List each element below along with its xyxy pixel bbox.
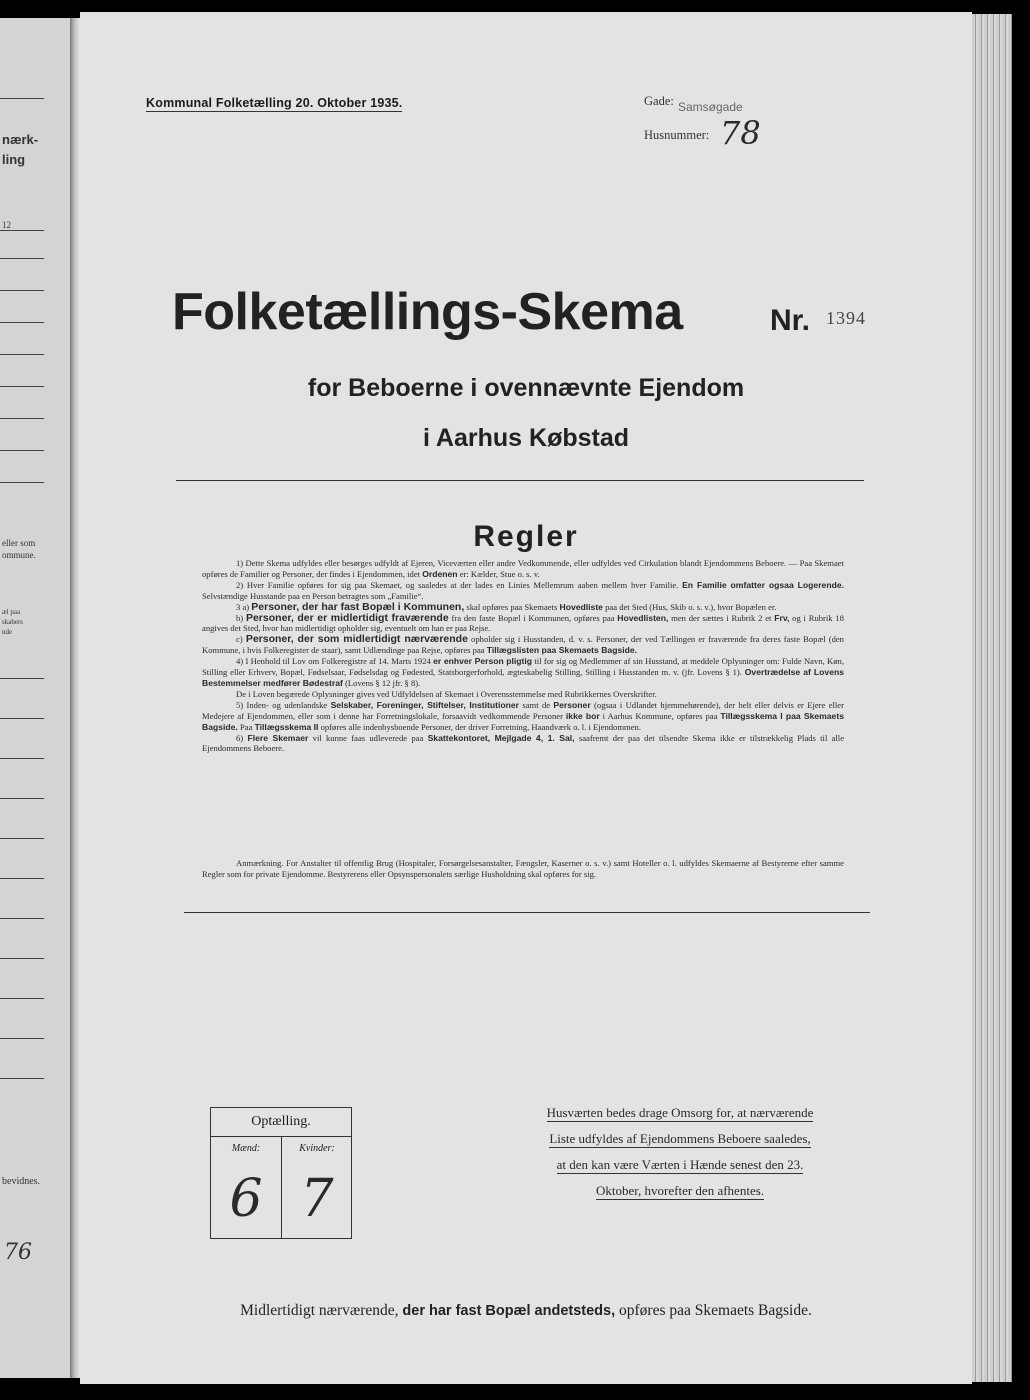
landlord-line: Oktober, hvorefter den afhentes.	[595, 1183, 765, 1198]
women-label: Kvinder:	[299, 1143, 335, 1154]
left-page-fragment	[0, 18, 70, 1378]
left-rule	[0, 758, 44, 759]
left-rule	[0, 1078, 44, 1079]
street-value: Samsøgade	[678, 100, 743, 114]
rule-2: 2) Hver Familie opføres for sig paa Skemaet, og saaledes at der lades en Linies Mellemrum aaben mellem hver Familie. En Familie omfatter ogsaa Logerende. Selvstændige Husstande paa en Person betragtes som „Familie“.	[202, 579, 844, 601]
rules-heading: Regler	[473, 520, 579, 553]
page-edges	[972, 14, 1012, 1382]
left-rule	[0, 230, 44, 231]
divider	[176, 480, 864, 481]
women-column	[281, 1137, 352, 1238]
landlord-instructions	[512, 1105, 848, 1209]
left-rule	[0, 998, 44, 999]
left-fragment: nærk-	[2, 132, 39, 147]
left-fragment: skabers	[2, 618, 23, 626]
left-fragment: æl paa	[2, 608, 21, 616]
book-spine	[70, 18, 80, 1378]
remark-text: For Anstalter til offentlig Brug (Hospitaler, Forsørgelsesanstalter, Fængsler, Kaserner o. s. v.) samt Hoteller o. l. udfyldes Skemaerne af Bestyrerne efter samme Regler som for private Ejendomme. Bestyrerens eller Opsynspersonalets særlige Husholdning skal opføres for sig.	[202, 858, 844, 879]
left-fragment: ommune.	[2, 550, 36, 560]
form-subtitle-city: i Aarhus Købstad	[422, 424, 630, 452]
left-fragment: 12	[2, 220, 11, 230]
count-heading: Optælling.	[211, 1108, 351, 1137]
form-number-label: Nr.	[770, 304, 811, 337]
census-form-page	[80, 12, 972, 1384]
men-count: 6	[229, 1169, 263, 1229]
rule-3c: c) Personer, der som midlertidigt nærværende opholder sig i Husstanden, d. v. s. Personer, der ved Tællingen er fraværende fra deres faste Bopæl (den Kommune, i hvis Folkeregister de staar), samt Udlændinge paa Rejse, opføres paa Tillægslisten paa Skemaets Bagside.	[202, 633, 844, 656]
left-rule	[0, 1038, 44, 1039]
left-rule	[0, 958, 44, 959]
rules-text	[202, 558, 844, 754]
left-rule	[0, 354, 44, 355]
house-number-value: 78	[720, 114, 761, 152]
divider	[184, 912, 870, 913]
street-label: Gade:	[644, 94, 674, 108]
rule-1: 1) Dette Skema udfyldes eller besørges udfyldt af Ejeren, Viceværten eller andre Vedkommende, eller udfyldes ved Cirkulation blandt Ejendommens Beboere. — Paa Skemaet opføres de Familier og Personer, der findes i Ejendommen, idet Ordenen er: Kælder, Stue o. s. v.	[202, 558, 844, 579]
left-fragment: bevidnes.	[2, 1176, 41, 1187]
left-rule	[0, 418, 44, 419]
left-rule	[0, 450, 44, 451]
left-rule	[0, 258, 44, 259]
form-title: Folketællings-Skema	[172, 283, 683, 341]
count-box	[210, 1107, 352, 1239]
form-number-value: 1394	[826, 308, 866, 328]
left-fragment: eller som	[2, 538, 36, 548]
left-rule	[0, 798, 44, 799]
census-header: Kommunal Folketælling 20. Oktober 1935.	[146, 96, 403, 110]
left-rule	[0, 918, 44, 919]
left-rule	[0, 322, 44, 323]
men-label: Mænd:	[231, 1143, 261, 1154]
left-rule	[0, 838, 44, 839]
left-rule	[0, 290, 44, 291]
rule-4: 4) I Henhold til Lov om Folkeregistre af 14. Marts 1924 er enhver Person pligtig til for sig og Medlemmer af sin Husstand, at meddele Oplysninger om: Fulde Navn, Køn, Stilling eller Erhverv, Bopæl, Fødselsaar, Fødselsdag og Fødested, Statsborgerforhold, ægteskabelig Stilling, Stilling i Husstanden m. v. (jfr. Lovens § 1). Overtrædelse af Lovens Bestemmelser medfører Bødestraf (Lovens § 12 jfr. § 8).	[202, 656, 844, 688]
house-number-label: Husnummer:	[644, 128, 710, 142]
men-column	[211, 1137, 281, 1238]
left-rule	[0, 678, 44, 679]
left-fragment: nde	[2, 628, 13, 636]
rule-3a: 3 a) Personer, der har fast Bopæl i Kommunen, skal opføres paa Skemaets Hovedliste paa det Sted (Hus, Skib o. s. v.), hvor Bopælen er.	[236, 600, 777, 613]
women-count: 7	[300, 1169, 334, 1229]
remark-label: Anmærkning.	[236, 858, 284, 868]
landlord-line: Husværten bedes drage Omsorg for, at nærværende	[546, 1105, 814, 1120]
left-rule	[0, 386, 44, 387]
left-rule	[0, 718, 44, 719]
landlord-line: Liste udfyldes af Ejendommens Beboere saaledes,	[549, 1131, 811, 1146]
landlord-line: at den kan være Værten i Hænde senest den 23.	[556, 1157, 804, 1172]
rule-5: 5) Inden- og udenlandske Selskaber, Foreninger, Stiftelser, Institutioner samt de Personer (ogsaa i Udlandet hjemmehørende), der helt eller delvis er Ejere eller Medejere af Ejendommen, eller som i denne har Forretningslokale, forsaavidt vedkommende Personer ikke bor i Aarhus Kommune, opføres paa Tillægsskema I paa Skemaets Bagside. Paa Tillægsskema II opføres alle indenbysboende Personer, der driver Forretning, Haandværk o. l. i Ejendommen.	[202, 699, 844, 732]
left-handwriting: 76	[4, 1240, 32, 1265]
left-fragment: ling	[2, 152, 26, 167]
left-rule	[0, 98, 44, 99]
left-rule	[0, 482, 44, 483]
remark	[202, 858, 844, 880]
rule-6: 6) Flere Skemaer vil kunne faas udleverede paa Skattekontoret, Mejlgade 4, 1. Sal, saafremt der paa det tilsendte Skema ikke er tilstrækkelig Plads til alle Ejendommens Beboere.	[202, 732, 845, 754]
rule-4-note: De i Loven begærede Oplysninger gives ved Udfyldelsen af Skemaet i Overensstemmelse med Rubrikkernes Overskrifter.	[236, 688, 657, 699]
footer-note: Midlertidigt nærværende, der har fast Bopæl andetsteds, opføres paa Skemaets Bagside.	[240, 1302, 812, 1319]
rule-3b: b) Personer, der er midlertidigt fraværende fra den faste Bopæl i Kommunen, opføres paa Hovedlisten, men der sættes i Rubrik 2 et Frv, og i Rubrik 18 angives det Sted, hvor han midlertidigt opholder sig, eventuelt om han er paa Rejse.	[202, 611, 844, 634]
left-rule	[0, 878, 44, 879]
form-subtitle: for Beboerne i ovennævnte Ejendom	[307, 374, 745, 402]
